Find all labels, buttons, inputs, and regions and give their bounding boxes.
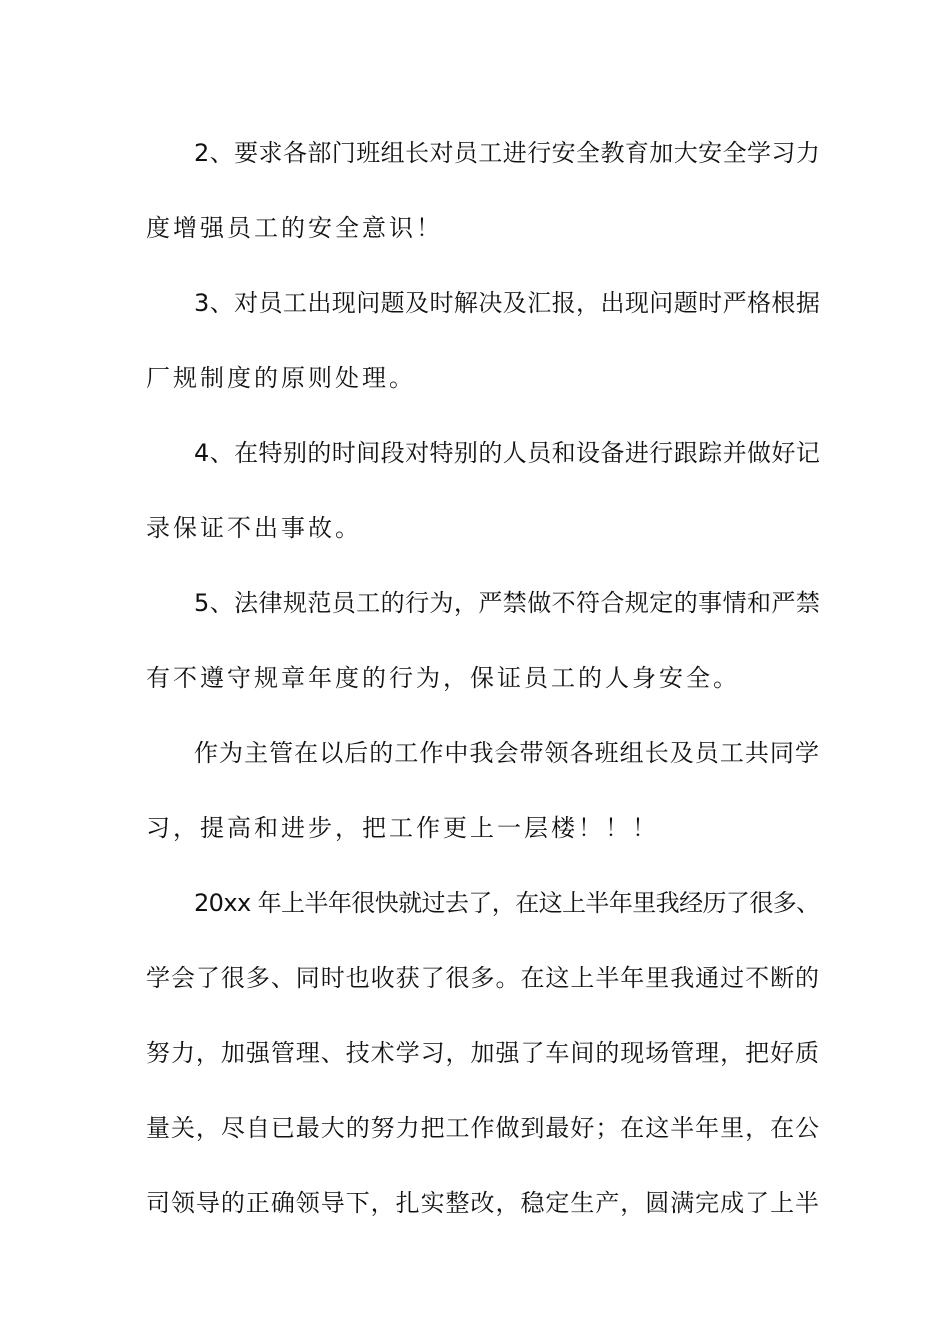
paragraph-line: 司领导的正确领导下，扎实整改，稳定生产，圆满完成了上半	[146, 1189, 820, 1217]
paragraph-line: 量关，尽自已最大的努力把工作做到最好；在这半年里，在公	[146, 1114, 820, 1142]
paragraph-line: 2、要求各部门班组长对员工进行安全教育加大安全学习力	[194, 139, 821, 167]
paragraph-line: 20xx 年上半年很快就过去了，在这上半年里我经历了很多、	[194, 889, 820, 917]
paragraph-line: 学会了很多、同时也收获了很多。在这上半年里我通过不断的	[146, 964, 820, 992]
paragraph-line: 努力，加强管理、技术学习，加强了车间的现场管理，把好质	[146, 1039, 820, 1067]
paragraph-line: 4、在特别的时间段对特别的人员和设备进行跟踪并做好记	[194, 439, 821, 467]
paragraph-line: 度增强员工的安全意识！	[146, 214, 443, 242]
paragraph-line: 录保证不出事故。	[146, 514, 362, 542]
paragraph-line: 厂规制度的原则处理。	[146, 364, 416, 392]
paragraph-line: 作为主管在以后的工作中我会带领各班组长及员工共同学	[194, 739, 820, 767]
paragraph-line: 3、对员工出现问题及时解决及汇报，出现问题时严格根据	[194, 289, 821, 317]
paragraph-line: 5、法律规范员工的行为，严禁做不符合规定的事情和严禁	[194, 589, 821, 617]
paragraph-line: 习，提高和进步，把工作更上一层楼！！！	[146, 814, 659, 842]
paragraph-line: 有不遵守规章年度的行为，保证员工的人身安全。	[146, 664, 740, 692]
